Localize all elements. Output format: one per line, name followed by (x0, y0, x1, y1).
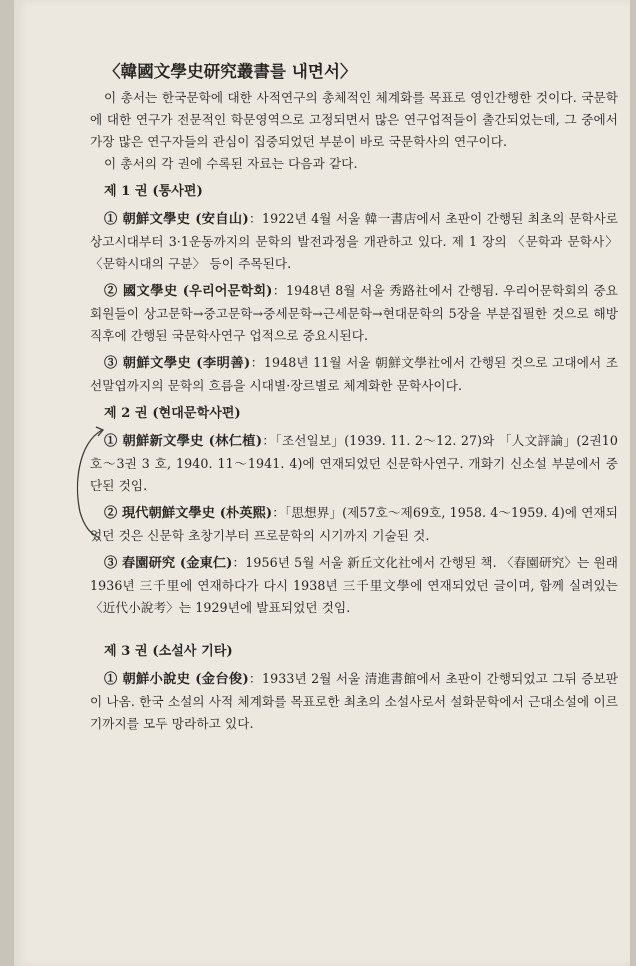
entry-text: ：1948년 8월 서울 秀路社에서 간행됨. 우리어문학회의 중요회원들이 상고문학→중고문학→중세문학→근세문학→현대문학의 5장을 부분집필한 것으로 해방직후에 간행된 국문학사연구 업적으로 중요시된다. (90, 283, 618, 343)
entry (90, 552, 618, 619)
intro-paragraph: 이 총서의 각 권에 수록된 자료는 다음과 같다. (104, 156, 358, 171)
entry-title: ③ 朝鮮文學史 (李明善) (104, 356, 251, 371)
volume-1-section (90, 181, 618, 397)
entry (90, 208, 618, 275)
entry-text: ：「조선일보」(1939. 11. 2～12. 27)와 「人文評論」(2권10호～3권 3 호, 1940. 11～1941. 4)에 연재되었던 신문학사연구. 개화기 신소설 부분에서 중단된 것임. (90, 433, 618, 493)
entry-title: ① 朝鮮小說史 (金台俊) (104, 672, 249, 687)
entry-text: ：1922년 4월 서울 韓一書店에서 초판이 간행된 최초의 문학사로 상고시대부터 3·1운동까지의 문학의 발전과정을 개관하고 있다. 제 1 장의 〈문학과 문학사〉 〈문학시대의 구분〉 등이 주목된다. (90, 211, 618, 271)
intro-paragraph: 이 총서는 한국문학에 대한 사적연구의 총체적인 체계화를 목표로 영인간행한 것이다. 국문학에 대한 연구가 전문적인 학문영역으로 고정되면서 많은 연구업적들이 출간되었는데, 그 중에서 가장 많은 연구자들의 관심이 집중되었던 부분이 바로 국문학사의 연구이다. (90, 90, 618, 149)
document-body (90, 60, 618, 735)
volume-heading: 제 1 권 (통사편) (104, 184, 203, 199)
page (14, 0, 630, 966)
entry-title: ① 朝鮮新文學史 (林仁植) (104, 434, 263, 449)
document-title: 〈韓國文學史研究叢書를 내면서〉 (104, 62, 357, 81)
entry-title: ② 現代朝鮮文學史 (朴英熙) (104, 506, 273, 521)
entry (90, 668, 618, 735)
entry-text: ：1948년 11월 서울 朝鮮文學社에서 간행된 것으로 고대에서 조선말엽까지의 문학의 흐름을 시대별·장르별로 체계화한 문학사이다. (90, 355, 618, 393)
entry (90, 430, 618, 497)
volume-heading: 제 3 권 (소설사 기타) (104, 644, 233, 659)
entry-text: ：「思想界」(제57호～제69호, 1958. 4～1959. 4)에 연재되었던 것은 신문학 초창기부터 프로문학의 시기까지 기술된 것. (90, 505, 618, 543)
entry-text: ：1956년 5월 서울 新丘文化社에서 간행된 책. 〈春園研究〉는 원래 1936년 三千里에 연재하다가 다시 1938년 三千里文學에 연재되었던 글이며, 함께 실려있는 〈近代小說考〉는 1929년에 발표되었던 것임. (90, 555, 618, 615)
volume-heading: 제 2 권 (현대문학사편) (104, 406, 241, 421)
entry-title: ① 朝鮮文學史 (安自山) (104, 212, 249, 227)
entry-title: ③ 春園研究 (金東仁) (104, 556, 233, 571)
entry (90, 502, 618, 547)
entry-text: ：1933년 2월 서울 清進書館에서 초판이 간행되었고 그뒤 증보판이 나옴. 한국 소설의 사적 체계화를 목표로한 최초의 소설사로서 설화문학에서 근대소설에 이르기까지를 모두 망라하고 있다. (90, 671, 618, 731)
volume-3-section (90, 641, 618, 735)
entry (90, 280, 618, 347)
entry (90, 352, 618, 397)
section-gap (90, 619, 618, 635)
volume-2-section (90, 403, 618, 619)
entry-title: ② 國文學史 (우리어문학회) (104, 284, 273, 299)
handwritten-arrow-mark (72, 424, 112, 542)
